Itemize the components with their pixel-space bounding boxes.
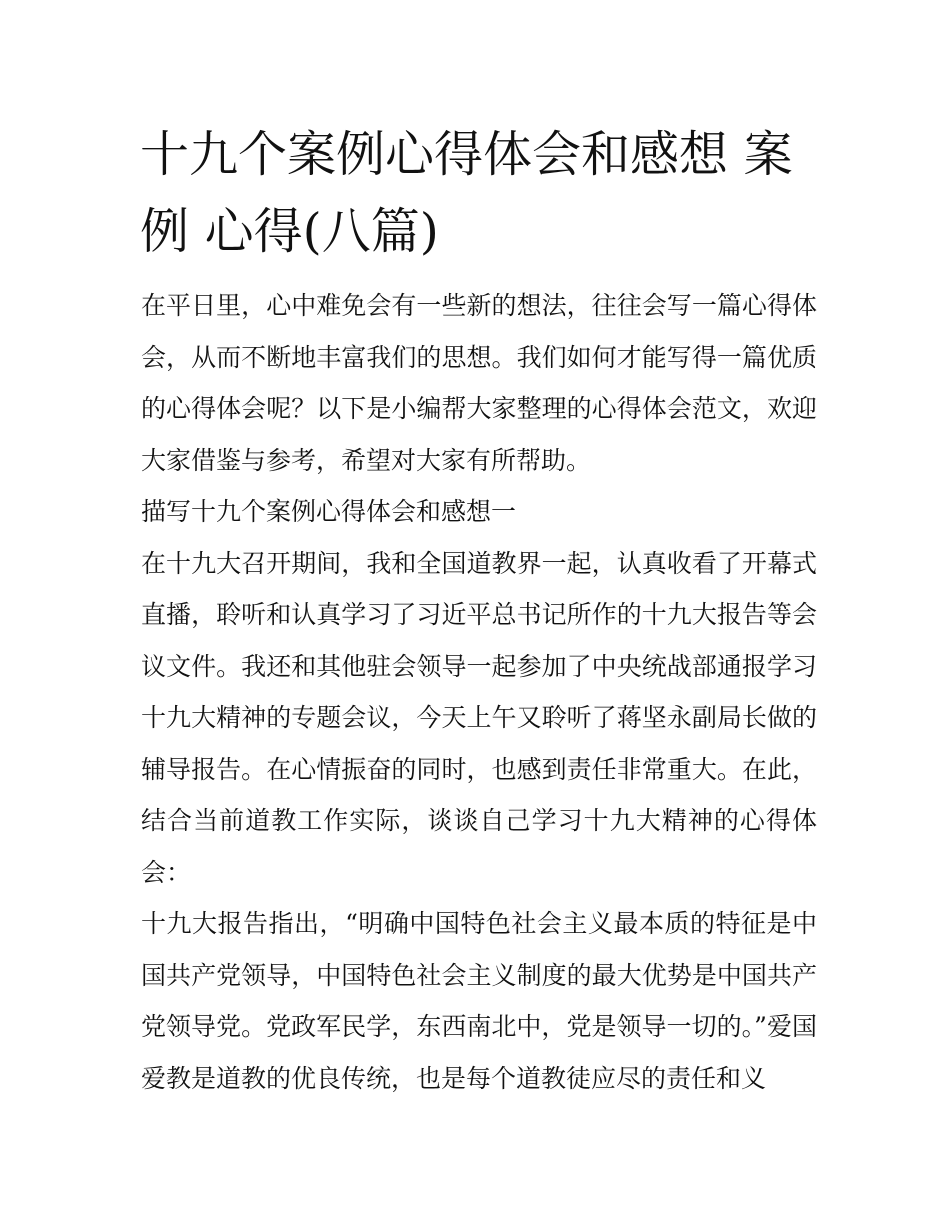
section-heading: 描写十九个案例心得体会和感想一 (141, 497, 517, 526)
intro-paragraph: 在平日里，心中难免会有一些新的想法，往往会写一篇心得体会，从而不断地丰富我们的思想。我们如何才能写得一篇优质的心得体会呢？以下是小编帮大家整理的心得体会范文，欢迎大家借鉴与参考，希望对大家有所帮助。 (141, 291, 817, 475)
body-paragraph-1: 在十九大召开期间，我和全国道教界一起，认真收看了开幕式直播，聆听和认真学习了习近平总书记所作的十九大报告等会议文件。我还和其他驻会领导一起参加了中央统战部通报学习十九大精神的专题会议，今天上午又聆听了蒋坚永副局长做的辅导报告。在心情振奋的同时，也感到责任非常重大。在此，结合当前道教工作实际，谈谈自己学习十九大精神的心得体会： (141, 548, 817, 887)
document-body (141, 280, 817, 1104)
document-title: 十九个案例心得体会和感想 案例 心得(八篇) (140, 126, 793, 260)
body-paragraph-2: 十九大报告指出，“明确中国特色社会主义最本质的特征是中国共产党领导，中国特色社会主义制度的最大优势是中国共产党领导党。党政军民学，东西南北中，党是领导一切的。”爱国爱教是道教的优良传统，也是每个道教徒应尽的责任和义 (141, 909, 817, 1093)
